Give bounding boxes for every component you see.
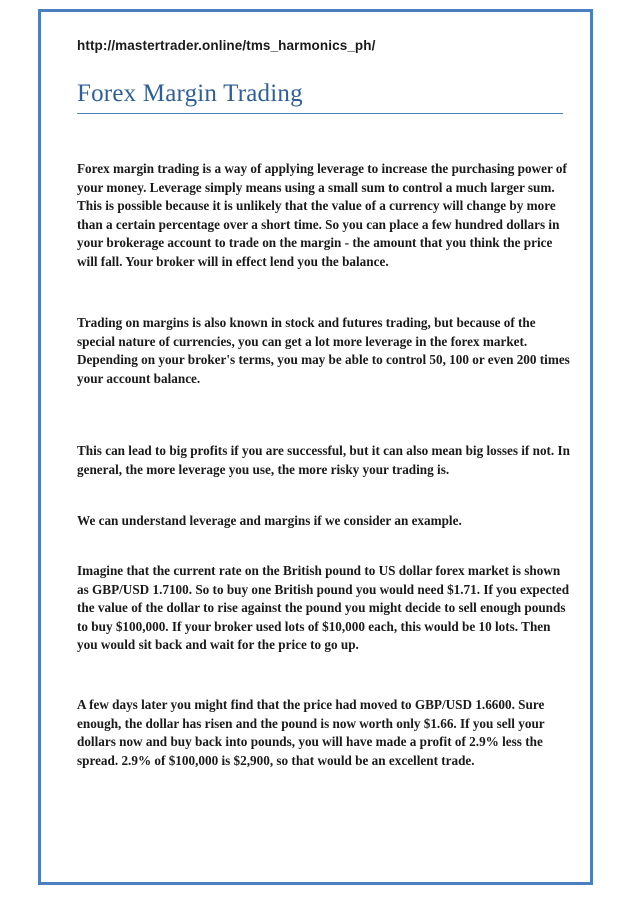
paragraph-profits-losses: This can lead to big profits if you are successful, but it can also mean big losses if not. In general, the more leverage you use, the more risky your trading is. (77, 443, 570, 477)
paragraph-margins-stock-futures: Trading on margins is also known in stock and futures trading, but because of the special nature of currencies, you can get a lot more leverage in the forex market. Depending on your broker's terms, you may be able to control 50, 100 or even 200 times your account balance. (77, 315, 570, 386)
paragraph-example-intro: We can understand leverage and margins if we consider an example. (77, 513, 462, 528)
header-url[interactable]: http://mastertrader.online/tms_harmonics_ph/ (77, 38, 376, 53)
paragraph-gbp-usd-example: Imagine that the current rate on the British pound to US dollar forex market is shown as GBP/USD 1.7100. So to buy one British pound you would need $1.71. If you expected the value of the dollar to rise against the pound you might decide to sell enough pounds to buy $100,000. If your broker used lots of $10,000 each, this would be 10 lots. Then you would sit back and wait for the price to go up. (77, 563, 570, 653)
title-underline (77, 113, 563, 114)
paragraph-profit-result: A few days later you might find that the price had moved to GBP/USD 1.6600. Sure enough, the dollar has risen and the pound is now worth only $1.66. If you sell your dollars now and buy back into pounds, you will have made a profit of 2.9% less the spread. 2.9% of $100,000 is $2,900, so that would be an excellent trade. (77, 697, 545, 768)
page-title: Forex Margin Trading (77, 80, 303, 107)
paragraph-margin-trading-intro: Forex margin trading is a way of applying leverage to increase the purchasing power of your money. Leverage simply means using a small sum to control a much larger sum. This is possible because it is unlikely that the value of a currency will change by more than a certain percentage over a short time. So you can place a few hundred dollars in your brokerage account to trade on the margin - the amount that you think the price will fall. Your broker will in effect lend you the balance. (77, 161, 567, 269)
